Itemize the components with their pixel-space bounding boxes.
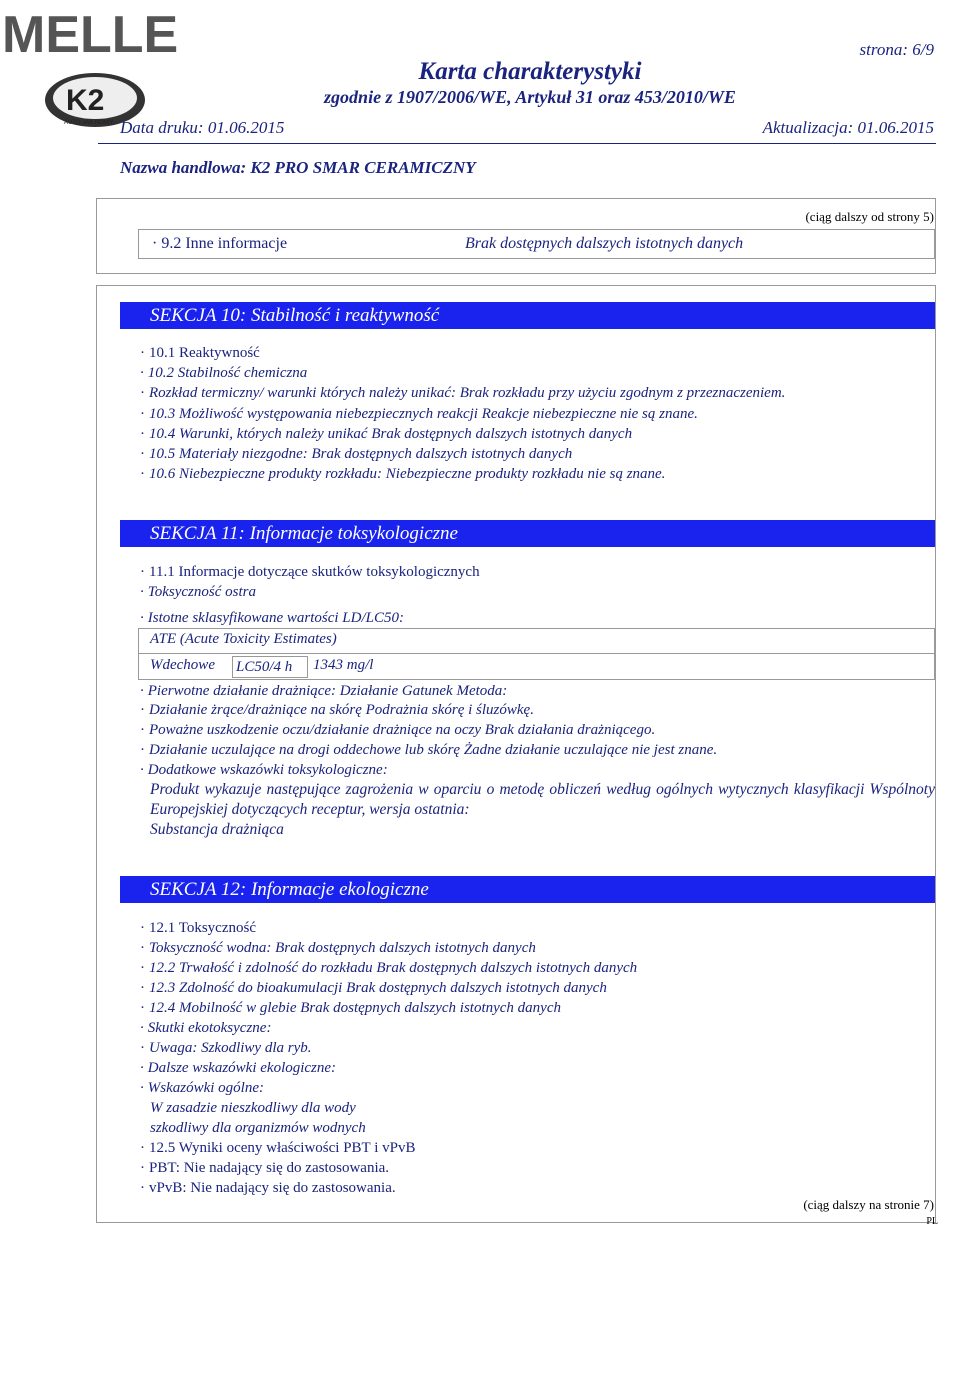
text: Wskazówki ogólne: [147, 1080, 264, 1096]
section-10-header: SEKCJA 10: Stabilność i reaktywność [120, 302, 935, 329]
label: Toksyczność wodna: [149, 940, 272, 956]
general-notes [140, 1078, 264, 1098]
value: Brak rozkładu przy użyciu zgodnym z przeznaczeniem. [459, 385, 786, 401]
value: Szkodliwy dla ryb. [201, 1040, 312, 1056]
continued-to: (ciąg dalszy na stronie 7) [803, 1197, 934, 1212]
bullet: · [140, 564, 145, 580]
language-code: PL [926, 1216, 938, 1227]
bullet: · [140, 1020, 144, 1036]
bullet: · [140, 762, 144, 778]
tox-paragraph: Produkt wykazuje następujące zagrożenia w oparciu o metodę obliczeń według ogólnych wytycznych klasyfikacji Wspólnoty Europejskiej dotyczących receptur, wersja ostatnia: [150, 781, 935, 818]
bullet: · [140, 406, 145, 422]
section-9-2-label-text: 9.2 Inne informacje [161, 235, 288, 252]
text: 11.1 Informacje dotyczące skutków toksykologicznych [149, 564, 480, 580]
value: Brak działania drażniącego. [484, 722, 656, 738]
value: Brak dostępnych dalszych istotnych danych [376, 960, 638, 976]
bullet: · [140, 940, 145, 956]
value: Brak dostępnych dalszych istotnych danych [311, 446, 573, 462]
section-10-2 [140, 363, 307, 383]
label: PBT: [149, 1160, 180, 1176]
logo-text-slogan: AUTO JAK NOWY [64, 120, 114, 126]
note [140, 1038, 312, 1058]
label: Działanie uczulające na drogi oddechowe lub skórę [149, 742, 461, 758]
page-number: strona: 6/9 [859, 40, 934, 59]
ate-label: ATE (Acute Toxicity Estimates) [150, 631, 337, 647]
label: 12.3 Zdolność do bioakumulacji [149, 980, 343, 996]
bullet: · [140, 1160, 145, 1176]
harmful-aquatic: szkodliwy dla organizmów wodnych [150, 1120, 366, 1136]
text: Toksyczność ostra [147, 584, 256, 600]
bullet: · [140, 584, 144, 600]
value: Reakcje niebezpieczne nie są znane. [481, 406, 698, 422]
additional-tox-info [140, 760, 388, 780]
acute-toxicity [140, 582, 256, 602]
trade-name: Nazwa handlowa: K2 PRO SMAR CERAMICZNY [120, 158, 476, 177]
label: 10.6 Niebezpieczne produkty rozkładu: [149, 466, 383, 482]
aquatic-toxicity [140, 938, 536, 958]
bullet: · [140, 722, 145, 738]
label: Działanie żrące/drażniące na skórę [149, 702, 362, 718]
section-12-4 [140, 998, 561, 1018]
pbt [140, 1158, 389, 1178]
value: Brak dostępnych dalszych istotnych danych [371, 426, 633, 442]
value: Brak dostępnych dalszych istotnych danych [275, 940, 536, 956]
skin-corrosion [140, 700, 534, 720]
bullet: · [140, 702, 145, 718]
update-date: Aktualizacja: 01.06.2015 [762, 118, 934, 137]
text: 12.1 Toksyczność [149, 920, 256, 936]
eye-damage [140, 720, 655, 740]
value: Brak dostępnych dalszych istotnych danych [346, 980, 607, 996]
text: 10.2 Stabilność chemiczna [147, 365, 308, 381]
section-10-6 [140, 464, 665, 484]
text: 12.5 Wyniki oceny właściwości PBT i vPvB [149, 1140, 416, 1156]
label: Uwaga: [149, 1040, 198, 1056]
label: 10.4 Warunki, których należy unikać [149, 426, 368, 442]
bullet: · [140, 980, 145, 996]
water-harmless: W zasadzie nieszkodliwy dla wody [150, 1100, 356, 1116]
continued-from: (ciąg dalszy od strony 5) [805, 209, 934, 224]
bullet: · [140, 1000, 145, 1016]
bullet: · [140, 385, 145, 401]
bullet: · [140, 365, 144, 381]
bullet: · [140, 960, 145, 976]
text: Dalsze wskazówki ekologiczne: [147, 1060, 337, 1076]
document-title: Karta charakterystyki [418, 58, 642, 85]
label: 10.3 Możliwość występowania niebezpiecznych reakcji [149, 406, 478, 422]
header-rule [98, 143, 936, 144]
value: Brak dostępnych dalszych istotnych danych [300, 1000, 561, 1016]
bullet: · [140, 742, 145, 758]
sensitisation [140, 740, 717, 760]
value: Nie nadający się do zastosowania. [183, 1160, 390, 1176]
section-10-1 [140, 343, 260, 363]
bullet: · [140, 446, 145, 462]
tox-type: LC50/4 h [232, 656, 308, 678]
bullet: · [152, 235, 158, 252]
ecotoxic-effects [140, 1018, 271, 1038]
label: Rozkład termiczny/ warunki których należy unikać: [149, 385, 457, 401]
print-date: Data druku: 01.06.2015 [120, 118, 285, 137]
bullet: · [140, 1040, 145, 1056]
section-11-header: SEKCJA 11: Informacje toksykologiczne [120, 520, 935, 547]
label: vPvB: [149, 1180, 187, 1196]
section-10-4 [140, 424, 632, 444]
value: Nie nadający się do zastosowania. [190, 1180, 396, 1196]
text: Dodatkowe wskazówki toksykologiczne: [147, 762, 388, 778]
section-12-1 [140, 918, 256, 938]
bullet: · [140, 1180, 145, 1196]
ld-lc50-heading [140, 608, 404, 628]
vpvb [140, 1178, 396, 1198]
value: Żadne działanie uczulające nie jest znane. [463, 742, 718, 758]
bullet: · [140, 920, 145, 936]
tox-value: 1343 mg/l [313, 657, 374, 673]
label: 12.4 Mobilność w glebie [149, 1000, 297, 1016]
document-subtitle: zgodnie z 1907/2006/WE, Artykuł 31 oraz 453/2010/WE [324, 87, 736, 107]
section-10-3 [140, 404, 698, 424]
bullet: · [140, 1140, 145, 1156]
logo-text-melle: MELLE [2, 6, 179, 64]
section-10-thermal [140, 383, 785, 403]
bullet: · [140, 466, 145, 482]
bullet: · [140, 426, 145, 442]
section-12-3 [140, 978, 607, 998]
section-11-1 [140, 562, 480, 582]
section-12-2 [140, 958, 637, 978]
irritant-substance: Substancja drażniąca [150, 821, 284, 838]
label: 10.5 Materiały niezgodne: [149, 446, 308, 462]
label: Poważne uszkodzenie oczu/działanie drażniące na oczy [149, 722, 482, 738]
tox-route: Wdechowe [150, 657, 215, 673]
value: Niebezpieczne produkty rozkładu nie są znane. [385, 466, 666, 482]
bullet: · [140, 610, 144, 626]
text: Pierwotne działanie drażniące: Działanie Gatunek Metoda: [147, 683, 508, 699]
further-eco-info [140, 1058, 336, 1078]
section-12-5 [140, 1138, 415, 1158]
bullet: · [140, 1060, 144, 1076]
text: 10.1 Reaktywność [149, 345, 260, 361]
text: Skutki ekotoksyczne: [147, 1020, 272, 1036]
bullet: · [140, 683, 144, 699]
primary-irritation [140, 681, 507, 701]
label: 12.2 Trwałość i zdolność do rozkładu [149, 960, 373, 976]
section-10-5 [140, 444, 572, 464]
value: Podrażnia skórę i śluzówkę. [365, 702, 534, 718]
section-9-2-value: Brak dostępnych dalszych istotnych danych [465, 235, 744, 252]
bullet: · [140, 1080, 144, 1096]
section-12-header: SEKCJA 12: Informacje ekologiczne [120, 876, 935, 903]
section-9-2-label [152, 235, 287, 253]
logo-text-k2: K2 [66, 84, 105, 117]
bullet: · [140, 345, 145, 361]
text: Istotne sklasyfikowane wartości LD/LC50: [147, 610, 404, 626]
